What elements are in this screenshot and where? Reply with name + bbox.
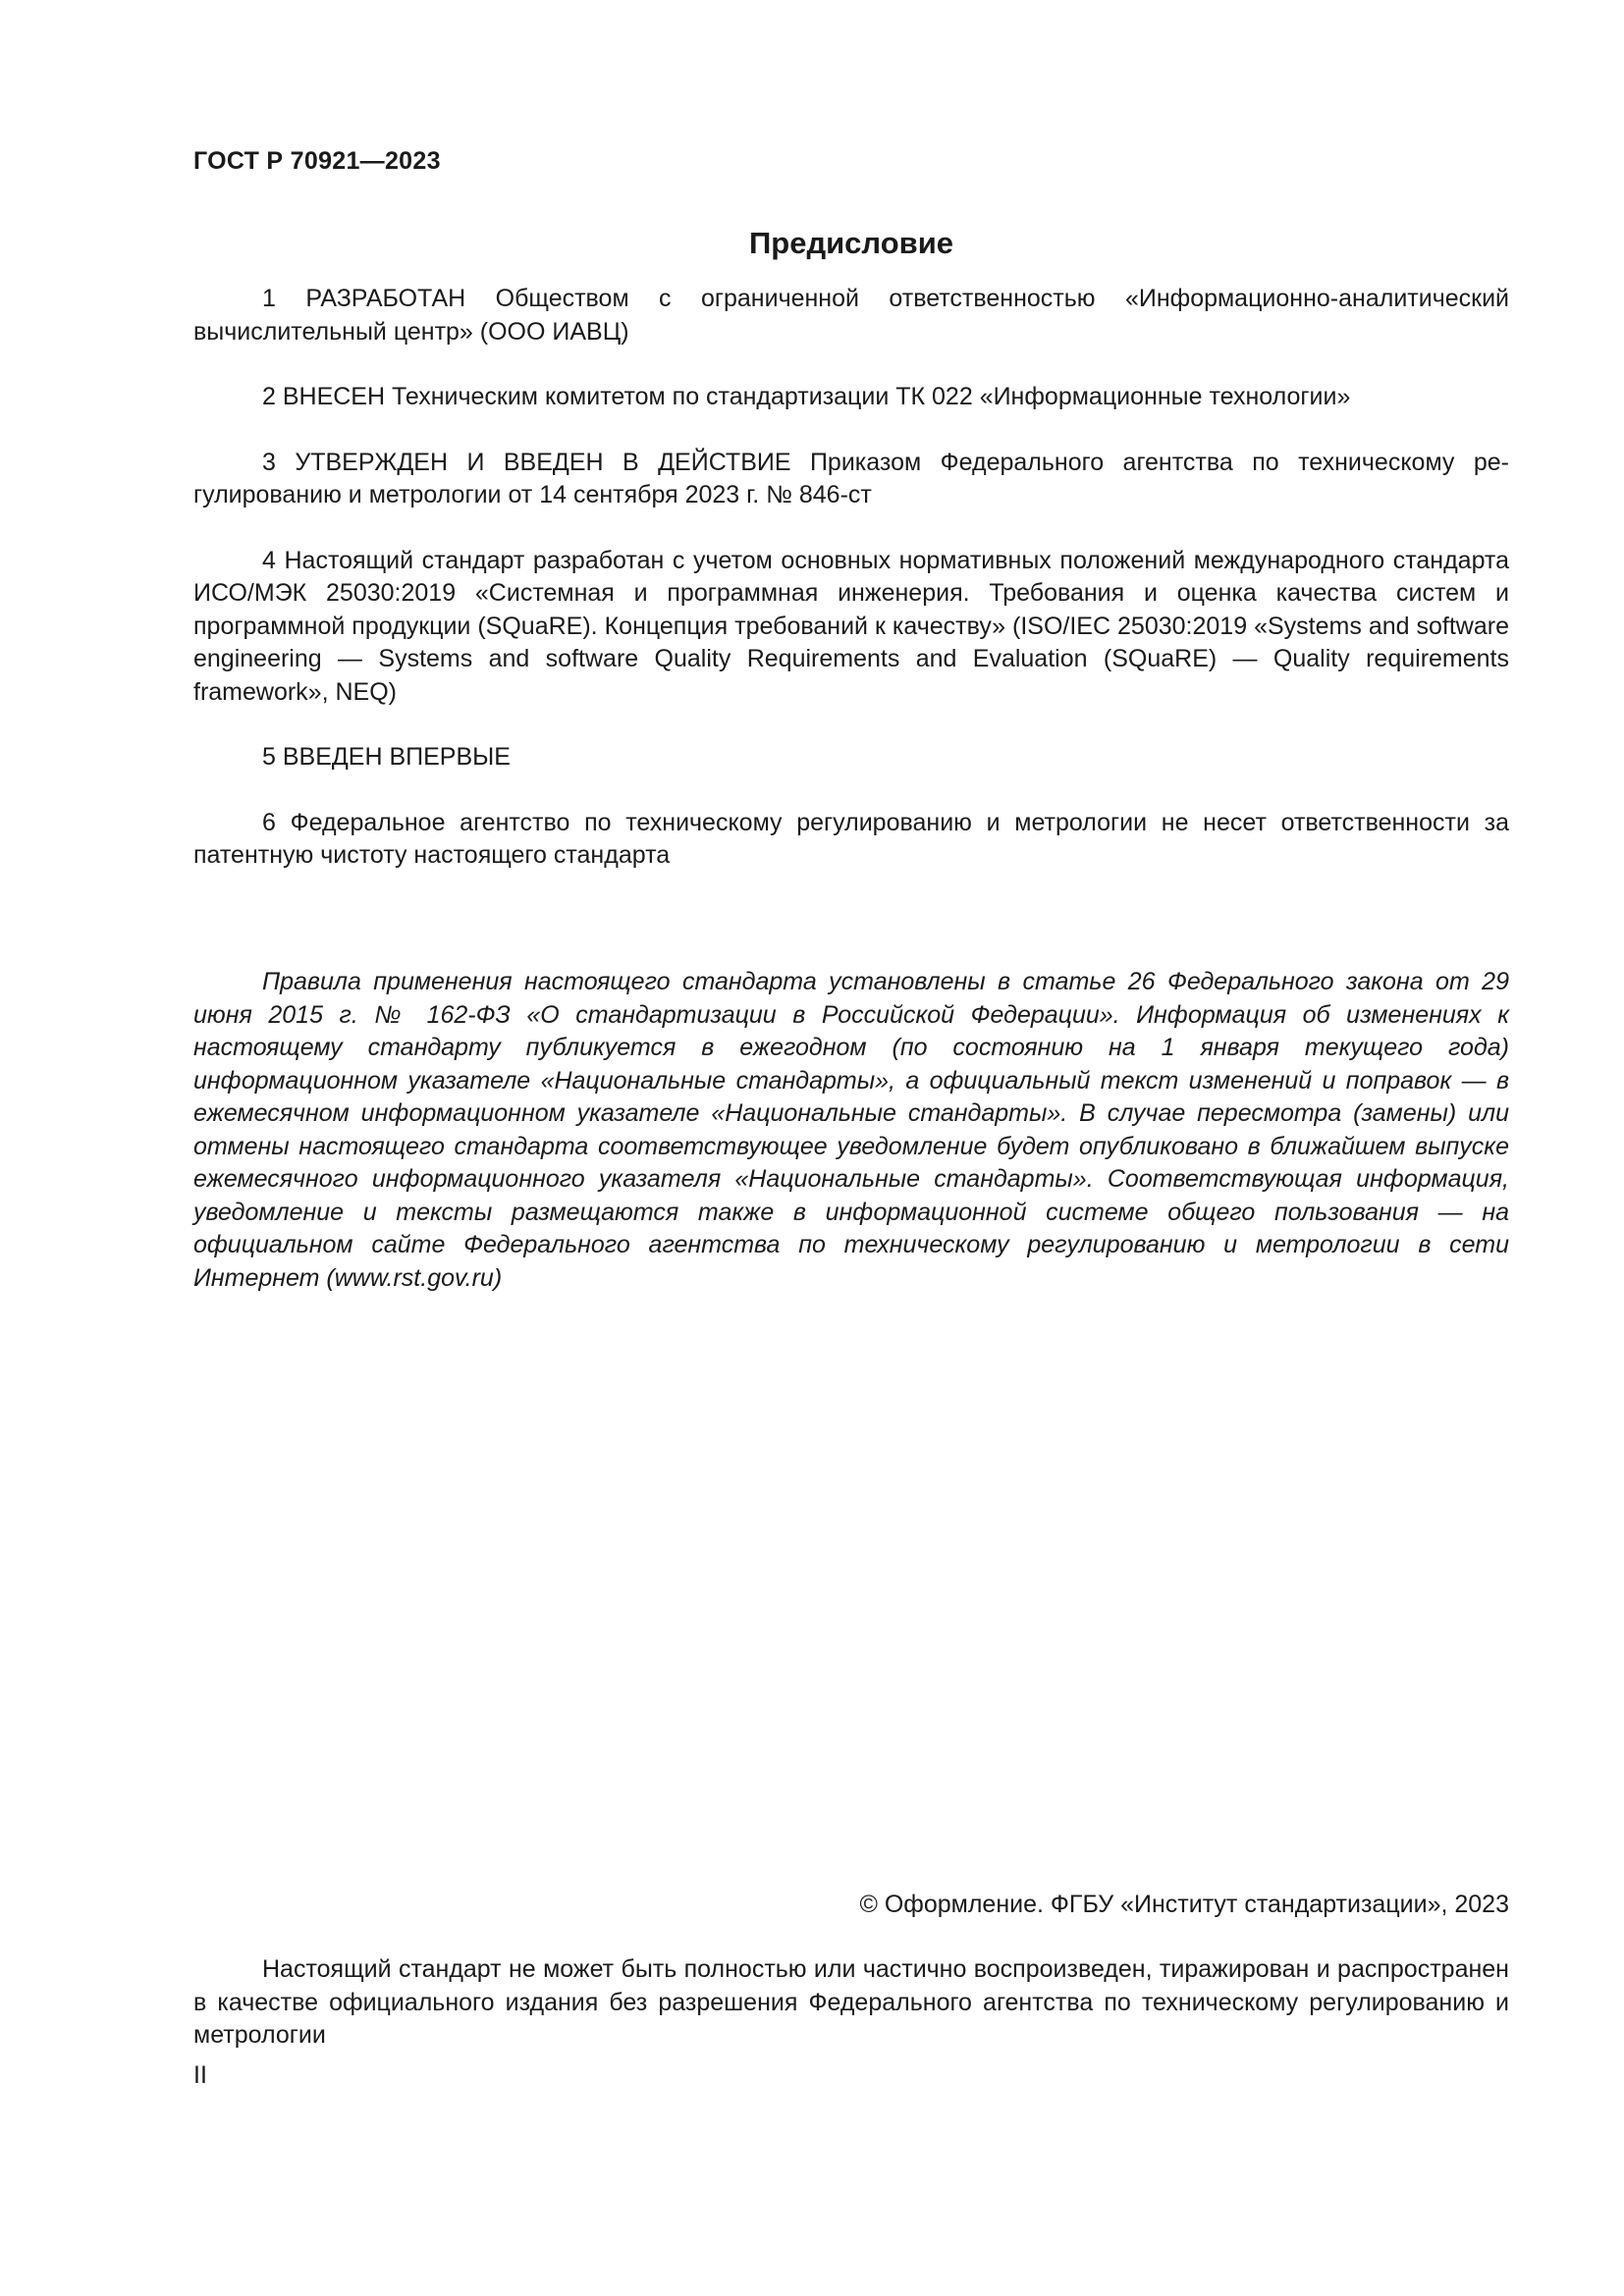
foreword-item-5: 5 ВВЕДЕН ВПЕРВЫЕ [262,743,511,771]
reproduction-notice: Настоящий стандарт не может быть полностью или частично воспроизведен, тиражирован и распространен в качестве официального издания без разрешения Федерального агентства по техническому регулированию и метрологии [193,1955,1509,2049]
foreword-item-4: 4 Настоящий стандарт разработан с учетом основных нормативных положений международного стандарта ИСО/МЭК 25030:2019 «Системная и программная инженерия. Требования и оценка качества систем и программной продукции (SQuaRE). Концепция требований к качеству» (ISO/IEC 25030:2019 «Systems and software engineering — Systems and software Quality Requirements and Evaluation (SQuaRE) — Quality requirements framework», NEQ) [193,546,1509,706]
foreword-item-2: 2 ВНЕСЕН Техническим комитетом по стандартизации ТК 022 «Информационные технологии» [262,383,1351,410]
document-code: ГОСТ Р 70921—2023 [193,147,441,175]
copyright-notice: © Оформление. ФГБУ «Институт стандартизации», 2023 [859,1891,1509,1918]
application-rules-notice: Правила применения настоящего стандарта установлены в статье 26 Федерального закона от 29 июня 2015 г. № 162-ФЗ «О стандартизации в Российской Федерации». Информация об изменениях к настоящему стандарту публикуется в ежегодном (по состоянию на 1 января текущего года) информационном указателе «Национальные стандарты», а официальный текст изменений и поправок — в ежемесячном информационном указателе «Национальные стандарты». В случае пересмотра (замены) или отмены настоящего стандарта соответствующее уведомление будет опубликовано в ближайшем выпуске ежемесячного информационного указателя «Национальные стандарты». Соответствующая информация, уведомление и тексты размещаются также в информационной системе общего пользования — на официальном сайте Федерального агентства по техническому регулированию и метрологии в сети Интернет (www.rst.gov.ru) [193,968,1509,1292]
foreword-item-3: 3 УТВЕРЖДЕН И ВВЕДЕН В ДЕЙСТВИЕ Приказом Федерального агентства по техническому регулированию и метрологии от 14 сентября 2023 г. № 846-ст [193,448,1509,508]
foreword-section [193,283,1509,905]
page-number: II [193,2061,207,2089]
page-title: Предисловие [748,226,953,260]
foreword-item-6: 6 Федеральное агентство по техническому регулированию и метрологии не несет ответственности за патентную чистоту настоящего стандарта [193,808,1509,869]
foreword-item-1: 1 РАЗРАБОТАН Обществом с ограниченной ответственностью «Информационно-аналитический вычислительный центр» (ООО ИАВЦ) [193,285,1509,346]
